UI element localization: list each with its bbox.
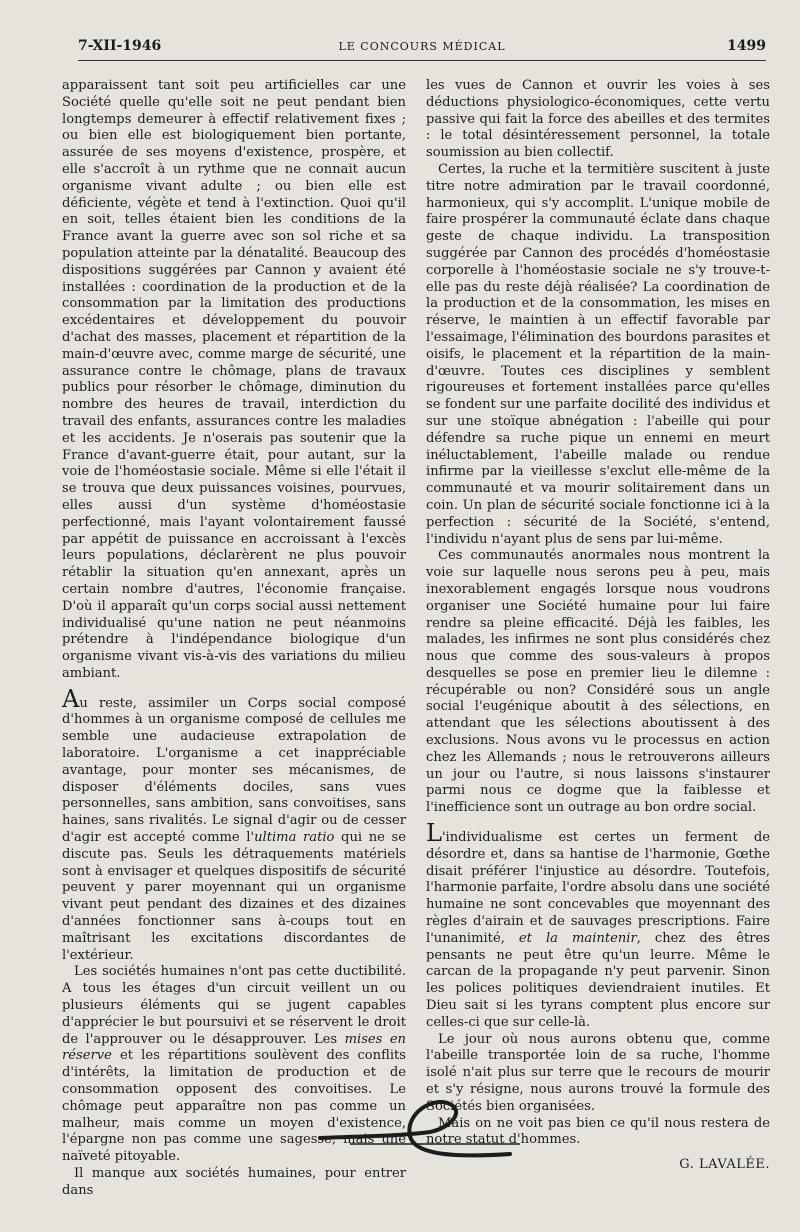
author-signature: G. LAVALÉE. [679,1157,770,1173]
paragraph [62,684,406,965]
paragraph: Ces communautés anormales nous montrent la voie sur laquelle nous serons peu à peu, mais inexorablement engagés lorsque nous voudrons organiser une Société humaine pour lui faire rendre sa pleine efficacité. Déjà les faibles, les malades, les infirmes ne sont plus considérés chez nous que comme des sous-valeurs à propos desquelles se pose en premier lieu le dilemne : récupérable ou non? Considéré sous un angle social l'eugénique aboutit à des sélections, en attendant que les sélections aboutissent à des exclusions. Nous avons vu le processus en action chez les Allemands ; nous le retrouverons ailleurs un jour ou l'autre, si nous laissons s'instaurer parmi nous ce dogme que la faiblesse et l'inefficience sont un outrage au bon ordre social. [426,548,770,816]
journal-title: LE CONCOURS MÉDICAL [338,40,506,53]
italic-text: ultima ratio [254,830,335,846]
paragraph-text: et les répartitions soulèvent des conflits d'intérêts, la limitation de production et de consommation opposent des convoitises. Le chômage peut apparaître non pas comme un malheur, mais comme un moyen d'existence, l'épargne non pas comme une sagesse, mais une naïveté pitoyable. [62,1048,406,1165]
paragraph: Certes, la ruche et la termitière suscitent à juste titre notre admiration par le travail coordonné, harmonieux, qui s'y accomplit. L'unique mobile de faire prospérer la communauté éclate dans chaque geste de chaque individu. La transposition suggérée par Cannon des procédés d'homéostasie corporelle à l'homéostasie sociale ne s'y trouve-t-elle pas du reste déjà réalisée? La coordination de la production et de la consommation, les mises en réserve, le maintien à un effectif favorable par l'essaimage, l'élimination des bourdons parasites et oisifs, le placement et la répartition de la main-d'œuvre. Toutes ces disciplines y semblent rigoureuses et fortement installées parce qu'elles se fondent sur une parfaite docilité des individus et sur une stoïque abnégation : l'abeille qui pour défendre sa ruche pique un ennemi en meurt inéluctablement, l'abeille malade ou rendue infirme par la vieillesse s'exclut elle-même de la communauté et va mourir solitairement dans un coin. Un plan de sécurité sociale fonctionne ici à la perfection : sécurité de la Société, s'entend, l'individu n'ayant plus de sens par lui-même. [426,161,770,547]
paragraph-text: u reste, assimiler un Corps social composé d'hommes à un organisme composé de cellules me semble une audacieuse extrapolation de laboratoire. L'organisme a cet inappréciable avantage, pour monter ses mécanismes, de disposer d'éléments dociles, sans vues personnelles, sans ambition, sans convoitises, sans haines, sans rivalités. Le signal d'agir ou de cesser d'agir est accepté comme l' [62,695,406,846]
italic-text: mises en réserve [62,1031,406,1064]
paragraph: les vues de Cannon et ouvrir les voies à ses déductions physiologico-économiques, cette vertu passive qui fait la force des abeilles et des termites : le total désintéressement personnel, la totale soumission au bien collectif. [426,78,770,161]
issue-date: 7-XII-1946 [78,38,162,54]
italic-text: et la maintenir [518,930,637,946]
paragraph-text: , chez des êtres pensants ne peut être qu'un leurre. Même le carcan de la propagande n'y peut parvenir. Sinon les polices politiques deviendraient inutiles. Et Dieu sait si les tyrans comptent plus encore sur celles-ci que sur celle-là. [426,930,770,1030]
page-header [78,34,766,61]
left-column [62,78,406,1200]
drop-cap: A [62,684,80,713]
paragraph: Le jour où nous aurons obtenu que, comme l'abeille transportée loin de sa ruche, l'homme isolé n'ait plus sur terre que le recours de mourir et s'y résigne, nous aurons trouvé la formule des Sociétés bien organisées. [426,1031,770,1114]
page-number: 1499 [727,38,766,54]
paragraph [426,819,770,1032]
paragraph: Mais on ne voit pas bien ce qu'il nous restera de notre statut d'hommes. [426,1115,770,1148]
paragraph: Il manque aux sociétés humaines, pour entrer dans [62,1166,406,1198]
end-flourish-icon [310,1092,540,1172]
paragraph-text: Les sociétés humaines n'ont pas cette ductibilité. A tous les étages d'un circuit veillent un ou plusieurs éléments qui se jugent capables d'apprécier le but poursuivi et se réservent le droit de l'approuver ou le désapprouver. Les [62,964,406,1047]
drop-cap: L [426,819,442,848]
right-column [426,78,770,1174]
paragraph: apparaissent tant soit peu artificielles car une Société quelle qu'elle soit ne peut pendant bien longtemps demeurer à effectif relativement fixes ; ou bien elle est biologiquement bien portante, assurée de ses moyens d'existence, prospère, et elle s'accroît à un rythme que ne connait aucun organisme vivant adulte ; ou bien elle est déficiente, végète et tend à l'extinction. Quoi qu'il en soit, telles étaient bien les conditions de la France avant la guerre avec son sol riche et sa population atteinte par la dénatalité. Beaucoup des dispositions suggérées par Cannon y avaient été installées : coordination de la production et de la consommation par la limitation des productions excédentaires et développement du pouvoir d'achat des masses, placement et répartition de la main-d'œuvre avec, comme marge de sécurité, une assurance contre le chômage, plans de travaux publics pour résorber le chômage, diminution du nombre des heures de travail, interdiction du travail des enfants, assurances contre les maladies et les accidents. Je n'oserais pas soutenir que la France d'avant-guerre était, pour autant, sur la voie de l'homéostasie sociale. Même si elle l'était il se trouva que deux puissances voisines, pourvues, elles aussi d'un système d'homéostasie perfectionné, mais l'ayant volontairement faussé par appétit de puissance en accroissant à l'excès leurs populations, déclarèrent ne plus pouvoir rétablir la situation qu'en annexant, après un certain nombre d'autres, l'économie française. D'où il apparaît qu'un corps social aussi nettement individualisé qu'une nation ne peut néanmoins prétendre à l'indépendance biologique d'un organisme vivant vis-à-vis des variations du milieu ambiant. [62,78,406,681]
paragraph-text: 'individualisme est certes un ferment de désordre et, dans sa hantise de l'harmonie, Gœthe disait préférer l'injustice au désordre. Toutefois, l'harmonie parfaite, l'ordre absolu dans une société humaine ne sont concevables que moyennant des règles d'airain et de sauvages prescriptions. Faire l'unanimité, [426,830,770,946]
paragraph-text: qui ne se discute pas. Seuls les détraquements matériels sont à envisager et quelques dispositifs de sécurité peuvent y parer moyennant qui un organisme vivant peut pendant des dizaines et des dizaines d'années fonctionner sans à-coups tout en maîtrisant les excitations discordantes de l'extérieur. [62,830,406,963]
